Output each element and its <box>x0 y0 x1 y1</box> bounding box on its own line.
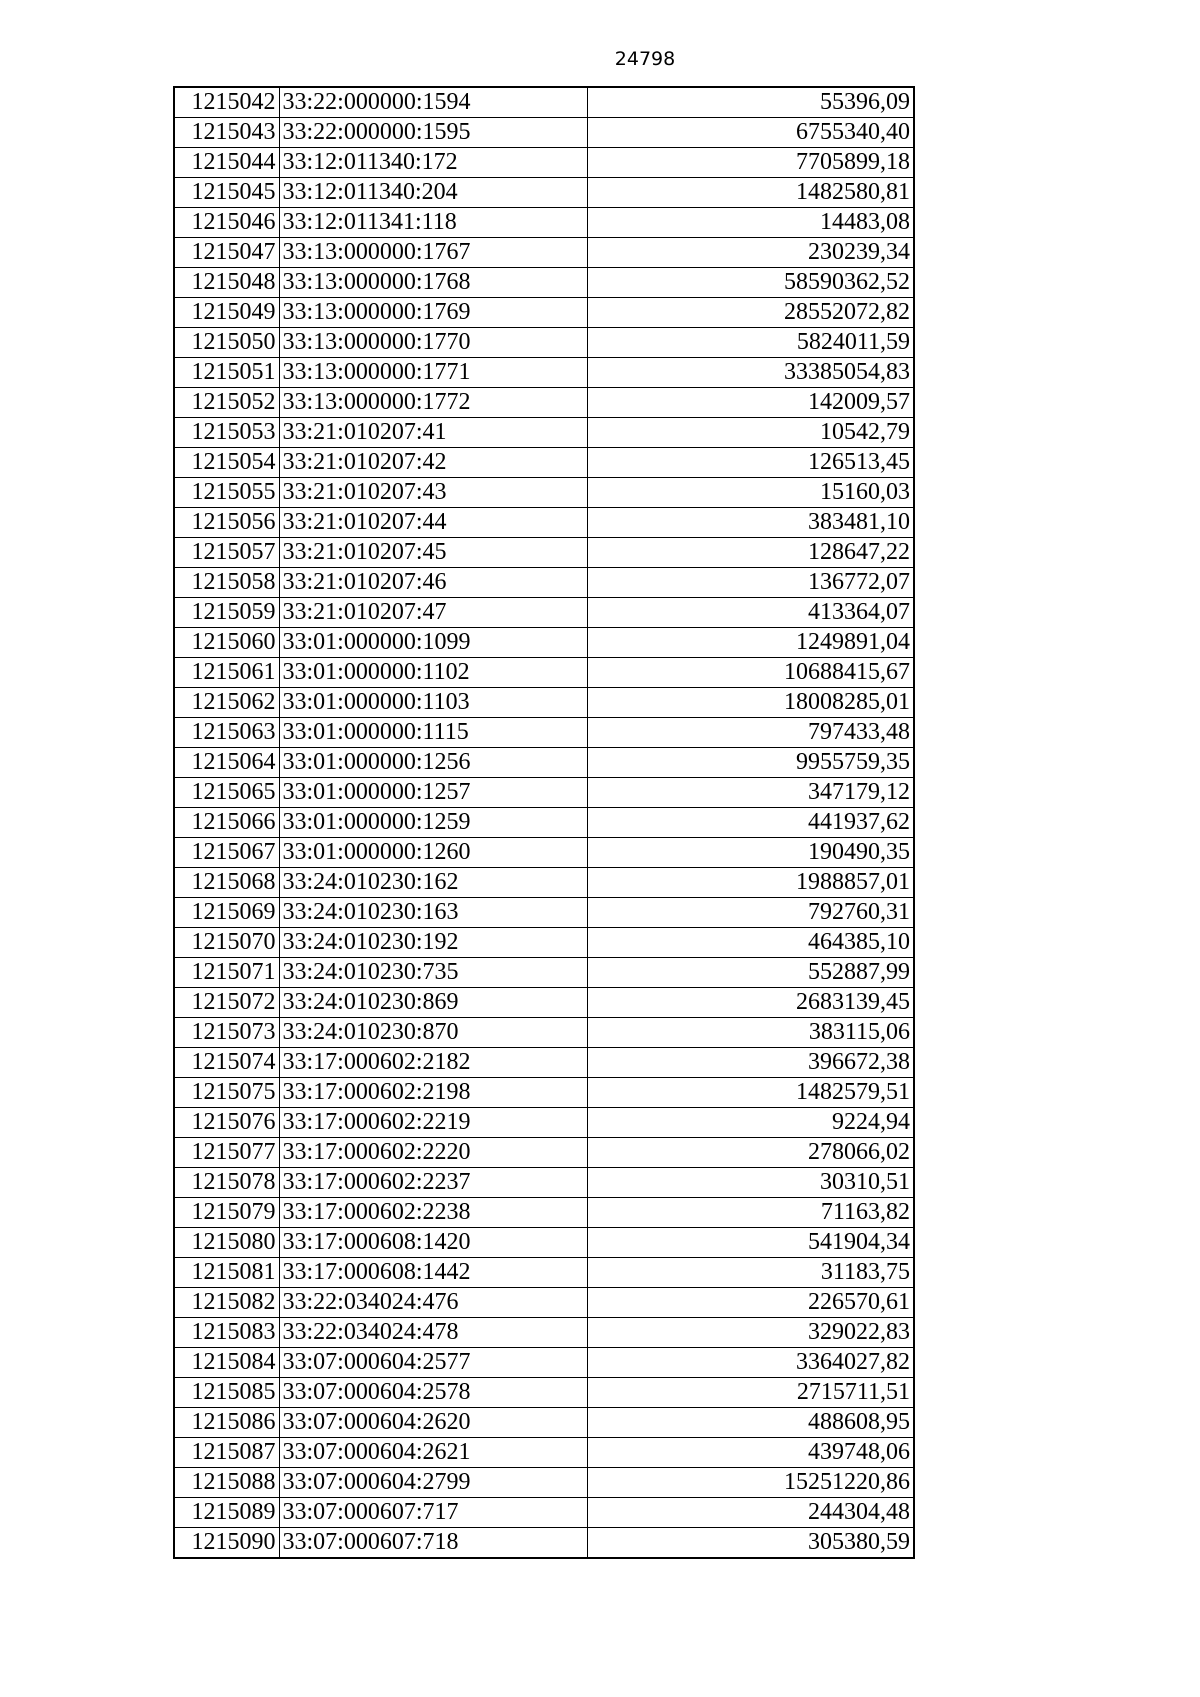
table-row <box>174 268 914 298</box>
table-row <box>174 928 914 958</box>
cadastral-number-cell: 33:17:000608:1442 <box>279 1258 587 1288</box>
cadastral-value-cell: 15251220,86 <box>587 1468 914 1498</box>
row-id-cell: 1215055 <box>174 478 279 508</box>
cadastral-number-cell: 33:01:000000:1102 <box>279 658 587 688</box>
cadastral-value-cell: 128647,22 <box>587 538 914 568</box>
table-row <box>174 1528 914 1559</box>
cadastral-number-cell: 33:01:000000:1260 <box>279 838 587 868</box>
table-row <box>174 1198 914 1228</box>
cadastral-number-cell: 33:17:000608:1420 <box>279 1228 587 1258</box>
cadastral-value-cell: 136772,07 <box>587 568 914 598</box>
cadastral-number-cell: 33:24:010230:870 <box>279 1018 587 1048</box>
row-id-cell: 1215054 <box>174 448 279 478</box>
row-id-cell: 1215043 <box>174 118 279 148</box>
table-row <box>174 808 914 838</box>
row-id-cell: 1215052 <box>174 388 279 418</box>
table-body <box>174 87 914 1558</box>
cadastral-number-cell: 33:13:000000:1769 <box>279 298 587 328</box>
row-id-cell: 1215042 <box>174 87 279 118</box>
cadastral-number-cell: 33:07:000604:2620 <box>279 1408 587 1438</box>
table-row <box>174 838 914 868</box>
cadastral-number-cell: 33:07:000604:2799 <box>279 1468 587 1498</box>
row-id-cell: 1215087 <box>174 1438 279 1468</box>
cadastral-number-cell: 33:01:000000:1099 <box>279 628 587 658</box>
row-id-cell: 1215080 <box>174 1228 279 1258</box>
row-id-cell: 1215078 <box>174 1168 279 1198</box>
cadastral-number-cell: 33:24:010230:735 <box>279 958 587 988</box>
cadastral-value-cell: 383115,06 <box>587 1018 914 1048</box>
table-row <box>174 238 914 268</box>
cadastral-number-cell: 33:17:000602:2237 <box>279 1168 587 1198</box>
table-row <box>174 1138 914 1168</box>
row-id-cell: 1215049 <box>174 298 279 328</box>
table-row <box>174 658 914 688</box>
table-row <box>174 178 914 208</box>
row-id-cell: 1215086 <box>174 1408 279 1438</box>
cadastral-value-cell: 396672,38 <box>587 1048 914 1078</box>
row-id-cell: 1215056 <box>174 508 279 538</box>
cadastral-number-cell: 33:21:010207:42 <box>279 448 587 478</box>
table-row <box>174 478 914 508</box>
row-id-cell: 1215084 <box>174 1348 279 1378</box>
row-id-cell: 1215047 <box>174 238 279 268</box>
table-row <box>174 628 914 658</box>
cadastral-value-cell: 18008285,01 <box>587 688 914 718</box>
row-id-cell: 1215090 <box>174 1528 279 1559</box>
table-row <box>174 358 914 388</box>
row-id-cell: 1215077 <box>174 1138 279 1168</box>
row-id-cell: 1215073 <box>174 1018 279 1048</box>
table-row <box>174 1468 914 1498</box>
cadastral-value-cell: 28552072,82 <box>587 298 914 328</box>
row-id-cell: 1215063 <box>174 718 279 748</box>
cadastral-number-cell: 33:17:000602:2220 <box>279 1138 587 1168</box>
table-row <box>174 898 914 928</box>
cadastral-value-cell: 226570,61 <box>587 1288 914 1318</box>
table-row <box>174 208 914 238</box>
cadastral-value-cell: 3364027,82 <box>587 1348 914 1378</box>
table-row <box>174 688 914 718</box>
cadastral-number-cell: 33:24:010230:869 <box>279 988 587 1018</box>
cadastral-number-cell: 33:12:011341:118 <box>279 208 587 238</box>
table-row <box>174 748 914 778</box>
cadastral-value-cell: 1988857,01 <box>587 868 914 898</box>
row-id-cell: 1215079 <box>174 1198 279 1228</box>
table-row <box>174 1408 914 1438</box>
cadastral-number-cell: 33:13:000000:1770 <box>279 328 587 358</box>
table-row <box>174 87 914 118</box>
cadastral-value-cell: 126513,45 <box>587 448 914 478</box>
table-row <box>174 1108 914 1138</box>
cadastral-value-cell: 1482579,51 <box>587 1078 914 1108</box>
row-id-cell: 1215071 <box>174 958 279 988</box>
cadastral-number-cell: 33:24:010230:192 <box>279 928 587 958</box>
cadastral-value-cell: 305380,59 <box>587 1528 914 1559</box>
row-id-cell: 1215065 <box>174 778 279 808</box>
cadastral-value-cell: 329022,83 <box>587 1318 914 1348</box>
cadastral-value-cell: 14483,08 <box>587 208 914 238</box>
cadastral-value-cell: 33385054,83 <box>587 358 914 388</box>
cadastral-number-cell: 33:21:010207:45 <box>279 538 587 568</box>
cadastral-number-cell: 33:24:010230:162 <box>279 868 587 898</box>
table-row <box>174 1378 914 1408</box>
cadastral-value-cell: 71163,82 <box>587 1198 914 1228</box>
cadastral-value-cell: 488608,95 <box>587 1408 914 1438</box>
cadastral-number-cell: 33:24:010230:163 <box>279 898 587 928</box>
cadastral-value-cell: 230239,34 <box>587 238 914 268</box>
table-row <box>174 1258 914 1288</box>
table-row <box>174 1168 914 1198</box>
cadastral-number-cell: 33:07:000604:2578 <box>279 1378 587 1408</box>
row-id-cell: 1215045 <box>174 178 279 208</box>
row-id-cell: 1215072 <box>174 988 279 1018</box>
table-row <box>174 328 914 358</box>
cadastral-value-cell: 441937,62 <box>587 808 914 838</box>
cadastral-number-cell: 33:21:010207:46 <box>279 568 587 598</box>
cadastral-number-cell: 33:12:011340:204 <box>279 178 587 208</box>
cadastral-value-cell: 541904,34 <box>587 1228 914 1258</box>
cadastral-value-cell: 142009,57 <box>587 388 914 418</box>
cadastral-value-cell: 10542,79 <box>587 418 914 448</box>
table-row <box>174 388 914 418</box>
row-id-cell: 1215051 <box>174 358 279 388</box>
table-row <box>174 568 914 598</box>
row-id-cell: 1215068 <box>174 868 279 898</box>
row-id-cell: 1215046 <box>174 208 279 238</box>
cadastral-number-cell: 33:13:000000:1768 <box>279 268 587 298</box>
cadastral-number-cell: 33:21:010207:44 <box>279 508 587 538</box>
cadastral-number-cell: 33:13:000000:1771 <box>279 358 587 388</box>
row-id-cell: 1215058 <box>174 568 279 598</box>
table-row <box>174 868 914 898</box>
cadastral-number-cell: 33:21:010207:41 <box>279 418 587 448</box>
cadastral-number-cell: 33:07:000604:2621 <box>279 1438 587 1468</box>
cadastral-number-cell: 33:22:000000:1594 <box>279 87 587 118</box>
cadastral-value-cell: 55396,09 <box>587 87 914 118</box>
table-row <box>174 1288 914 1318</box>
table-row <box>174 718 914 748</box>
cadastral-number-cell: 33:07:000607:718 <box>279 1528 587 1559</box>
row-id-cell: 1215044 <box>174 148 279 178</box>
row-id-cell: 1215059 <box>174 598 279 628</box>
cadastral-value-cell: 464385,10 <box>587 928 914 958</box>
cadastral-number-cell: 33:17:000602:2182 <box>279 1048 587 1078</box>
cadastral-value-cell: 30310,51 <box>587 1168 914 1198</box>
cadastral-number-cell: 33:01:000000:1103 <box>279 688 587 718</box>
row-id-cell: 1215075 <box>174 1078 279 1108</box>
table-row <box>174 418 914 448</box>
cadastral-value-cell: 413364,07 <box>587 598 914 628</box>
cadastral-number-cell: 33:01:000000:1257 <box>279 778 587 808</box>
cadastral-value-cell: 244304,48 <box>587 1498 914 1528</box>
cadastral-value-cell: 383481,10 <box>587 508 914 538</box>
cadastral-value-cell: 1482580,81 <box>587 178 914 208</box>
row-id-cell: 1215050 <box>174 328 279 358</box>
cadastral-value-cell: 2715711,51 <box>587 1378 914 1408</box>
row-id-cell: 1215064 <box>174 748 279 778</box>
row-id-cell: 1215070 <box>174 928 279 958</box>
cadastral-value-cell: 2683139,45 <box>587 988 914 1018</box>
row-id-cell: 1215083 <box>174 1318 279 1348</box>
row-id-cell: 1215085 <box>174 1378 279 1408</box>
table-row <box>174 1078 914 1108</box>
table-row <box>174 988 914 1018</box>
cadastral-value-cell: 552887,99 <box>587 958 914 988</box>
table-row <box>174 118 914 148</box>
cadastral-number-cell: 33:07:000607:717 <box>279 1498 587 1528</box>
row-id-cell: 1215082 <box>174 1288 279 1318</box>
cadastral-value-cell: 347179,12 <box>587 778 914 808</box>
cadastral-value-cell: 10688415,67 <box>587 658 914 688</box>
table-row <box>174 1048 914 1078</box>
cadastral-number-cell: 33:17:000602:2238 <box>279 1198 587 1228</box>
row-id-cell: 1215048 <box>174 268 279 298</box>
row-id-cell: 1215061 <box>174 658 279 688</box>
table-row <box>174 1498 914 1528</box>
cadastral-value-cell: 15160,03 <box>587 478 914 508</box>
table-row <box>174 778 914 808</box>
cadastral-number-cell: 33:22:034024:476 <box>279 1288 587 1318</box>
table-row <box>174 538 914 568</box>
table-row <box>174 1348 914 1378</box>
cadastral-number-cell: 33:21:010207:43 <box>279 478 587 508</box>
cadastral-value-cell: 58590362,52 <box>587 268 914 298</box>
table-row <box>174 1018 914 1048</box>
table-row <box>174 1228 914 1258</box>
row-id-cell: 1215081 <box>174 1258 279 1288</box>
row-id-cell: 1215069 <box>174 898 279 928</box>
table-row <box>174 148 914 178</box>
cadastral-value-cell: 792760,31 <box>587 898 914 928</box>
row-id-cell: 1215088 <box>174 1468 279 1498</box>
row-id-cell: 1215089 <box>174 1498 279 1528</box>
cadastral-value-cell: 31183,75 <box>587 1258 914 1288</box>
page-number: 24798 <box>614 48 676 70</box>
cadastral-number-cell: 33:01:000000:1256 <box>279 748 587 778</box>
table-row <box>174 508 914 538</box>
row-id-cell: 1215067 <box>174 838 279 868</box>
cadastral-value-cell: 278066,02 <box>587 1138 914 1168</box>
cadastral-value-cell: 5824011,59 <box>587 328 914 358</box>
cadastral-number-cell: 33:13:000000:1772 <box>279 388 587 418</box>
row-id-cell: 1215066 <box>174 808 279 838</box>
cadastral-number-cell: 33:07:000604:2577 <box>279 1348 587 1378</box>
cadastral-number-cell: 33:12:011340:172 <box>279 148 587 178</box>
cadastral-value-cell: 6755340,40 <box>587 118 914 148</box>
cadastral-value-cell: 797433,48 <box>587 718 914 748</box>
cadastral-number-cell: 33:13:000000:1767 <box>279 238 587 268</box>
cadastral-value-cell: 439748,06 <box>587 1438 914 1468</box>
cadastral-number-cell: 33:22:000000:1595 <box>279 118 587 148</box>
cadastral-value-cell: 190490,35 <box>587 838 914 868</box>
row-id-cell: 1215062 <box>174 688 279 718</box>
table-row <box>174 298 914 328</box>
row-id-cell: 1215060 <box>174 628 279 658</box>
cadastral-value-table <box>173 86 915 1559</box>
cadastral-number-cell: 33:01:000000:1115 <box>279 718 587 748</box>
row-id-cell: 1215057 <box>174 538 279 568</box>
row-id-cell: 1215076 <box>174 1108 279 1138</box>
cadastral-number-cell: 33:21:010207:47 <box>279 598 587 628</box>
cadastral-value-cell: 1249891,04 <box>587 628 914 658</box>
cadastral-value-cell: 9955759,35 <box>587 748 914 778</box>
cadastral-value-cell: 7705899,18 <box>587 148 914 178</box>
table-row <box>174 448 914 478</box>
table-row <box>174 598 914 628</box>
cadastral-number-cell: 33:22:034024:478 <box>279 1318 587 1348</box>
table-row <box>174 1318 914 1348</box>
table-row <box>174 1438 914 1468</box>
table-row <box>174 958 914 988</box>
cadastral-number-cell: 33:17:000602:2219 <box>279 1108 587 1138</box>
row-id-cell: 1215053 <box>174 418 279 448</box>
cadastral-value-cell: 9224,94 <box>587 1108 914 1138</box>
row-id-cell: 1215074 <box>174 1048 279 1078</box>
cadastral-number-cell: 33:17:000602:2198 <box>279 1078 587 1108</box>
cadastral-number-cell: 33:01:000000:1259 <box>279 808 587 838</box>
